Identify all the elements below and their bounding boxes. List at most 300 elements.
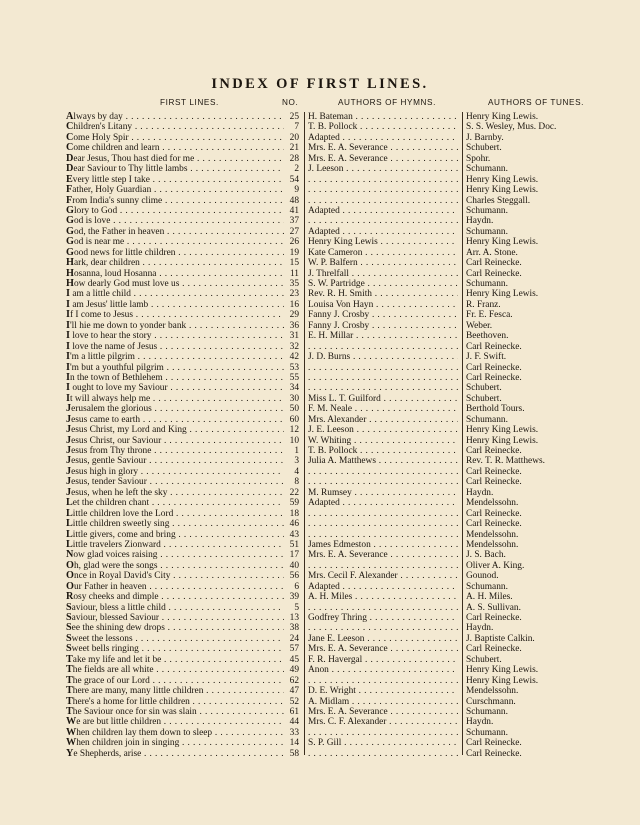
hymn-author xyxy=(308,509,458,519)
first-line xyxy=(66,571,284,581)
hymn-number: 44 xyxy=(289,717,299,728)
table-row xyxy=(0,394,640,404)
first-line xyxy=(66,477,284,487)
hymn-author xyxy=(308,216,458,226)
first-line xyxy=(66,592,284,602)
tune-author: J. F. Swift. xyxy=(466,352,507,363)
first-line-text: esus came to earth xyxy=(71,414,141,425)
hymn-author xyxy=(308,373,458,383)
first-line xyxy=(66,623,284,633)
first-line xyxy=(66,248,284,258)
tune-author: A. H. Miles. xyxy=(466,592,513,603)
hymn-number: 10 xyxy=(289,435,299,446)
hymn-author xyxy=(308,436,458,446)
first-line-initial: J xyxy=(66,456,72,467)
first-line-initial: G xyxy=(66,216,74,227)
first-line xyxy=(66,665,284,675)
tune-author: Schubert. xyxy=(466,383,502,394)
first-line-initial: S xyxy=(66,613,72,623)
first-line xyxy=(66,310,284,320)
hymn-number: 46 xyxy=(289,519,299,530)
hymn-author xyxy=(308,300,458,310)
hymn-number: 31 xyxy=(289,331,299,342)
first-line-text: ittle children sweetly sing xyxy=(72,519,170,530)
hymn-number: 12 xyxy=(289,425,299,436)
first-line-initial: N xyxy=(66,550,74,561)
tune-author: Carl Reinecke. xyxy=(466,477,522,488)
first-line xyxy=(66,331,284,341)
first-line xyxy=(66,143,284,153)
first-line-initial: I xyxy=(66,362,70,373)
first-line xyxy=(66,582,284,592)
table-row xyxy=(0,289,640,299)
tune-author: Henry King Lewis. xyxy=(466,675,539,686)
first-line xyxy=(66,550,284,560)
hymn-number: 25 xyxy=(289,112,299,122)
hymn-author xyxy=(308,550,458,560)
first-line-initial: J xyxy=(66,414,72,425)
first-line-initial: T xyxy=(66,686,73,697)
table-row xyxy=(0,665,640,675)
tune-author: Schubert. xyxy=(466,393,502,404)
first-line-initial: A xyxy=(66,112,74,122)
first-line xyxy=(66,613,284,623)
hymn-number: 23 xyxy=(289,289,299,300)
hymn-author-text: Fanny J. Crosby xyxy=(308,310,370,321)
hymn-author xyxy=(308,749,458,759)
first-line xyxy=(66,519,284,529)
hymn-author xyxy=(308,331,458,341)
table-row xyxy=(0,519,640,529)
first-line-text: lways by day xyxy=(73,112,123,122)
first-line xyxy=(66,446,284,456)
hymn-author xyxy=(308,738,458,748)
table-row xyxy=(0,227,640,237)
first-line-initial: C xyxy=(66,132,74,143)
hymn-number: 6 xyxy=(294,581,299,592)
tune-author: Henry King Lewis. xyxy=(466,665,539,676)
hymn-author xyxy=(308,477,458,487)
table-row xyxy=(0,154,640,164)
hymn-author-text: E. H. Millar xyxy=(308,331,354,342)
tune-author: Mendelssohn. xyxy=(466,529,519,540)
first-line xyxy=(66,394,284,404)
tune-author: Carl Reinecke. xyxy=(466,738,522,749)
table-row xyxy=(0,206,640,216)
tune-author: Schubert. xyxy=(466,654,502,665)
table-row xyxy=(0,269,640,279)
hymn-author-text: Kate Cameron xyxy=(308,247,363,258)
table-row xyxy=(0,467,640,477)
first-line-initial: I xyxy=(66,331,70,342)
first-line xyxy=(66,676,284,686)
tune-author: Carl Reinecke. xyxy=(466,268,522,279)
hymn-author-text: Julia A. Matthews xyxy=(308,456,376,467)
first-line xyxy=(66,133,284,143)
first-line xyxy=(66,269,284,279)
hymn-author-text: Mrs. C. F. Alexander xyxy=(308,717,387,728)
hymn-number: 27 xyxy=(289,226,299,237)
first-line xyxy=(66,227,284,237)
hymn-author xyxy=(308,665,458,675)
hymn-author-text: A. Midlam xyxy=(308,696,350,707)
tune-author: Henry King Lewis. xyxy=(466,289,539,300)
hymn-author xyxy=(308,133,458,143)
hymn-author xyxy=(308,185,458,195)
hymn-number: 37 xyxy=(289,216,299,227)
hymn-number: 40 xyxy=(289,560,299,571)
tune-author: Schumann. xyxy=(466,279,508,289)
hymn-author xyxy=(308,613,458,623)
hymn-author-text: S. W. Partridge xyxy=(308,279,365,289)
first-line-text: lory to God xyxy=(73,205,118,216)
hymn-number: 60 xyxy=(289,414,299,425)
tune-author: J. Barnby. xyxy=(466,132,504,143)
tune-author: Curschmann. xyxy=(466,696,516,707)
first-line-initial: L xyxy=(66,539,73,550)
tune-author: Schubert. xyxy=(466,143,502,154)
first-line-initial: T xyxy=(66,675,73,686)
hymn-author xyxy=(308,488,458,498)
hymn-author-text: James Edmeston xyxy=(308,539,371,550)
table-row xyxy=(0,321,640,331)
hymn-number: 51 xyxy=(289,539,299,550)
table-row xyxy=(0,237,640,247)
tune-author: Haydn. xyxy=(466,487,494,498)
hymn-number: 39 xyxy=(289,592,299,603)
first-line-initial: T xyxy=(66,665,73,676)
first-line-initial: D xyxy=(66,153,74,164)
hymn-author xyxy=(308,248,458,258)
hymn-author-text: Mrs. E. A. Severance xyxy=(308,706,388,717)
table-row xyxy=(0,342,640,352)
table-row xyxy=(0,644,640,654)
tune-author: Carl Reinecke. xyxy=(466,644,522,655)
first-line-text: ear Jesus, Thou hast died for me xyxy=(73,153,195,164)
first-line xyxy=(66,717,284,727)
hymn-author xyxy=(308,717,458,727)
first-line-text: he Saviour once for sin was slain xyxy=(72,706,197,717)
first-line-initial: C xyxy=(66,122,74,133)
hymn-author xyxy=(308,655,458,665)
first-line-text: esus, when he left the sky xyxy=(71,487,168,498)
hymn-number: 19 xyxy=(289,247,299,258)
table-row xyxy=(0,216,640,226)
first-line-text: aviour, blessed Saviour xyxy=(71,613,160,623)
first-line-text: 'm a little pilgrim xyxy=(69,352,135,363)
first-line xyxy=(66,279,284,289)
hymn-author-text: T. B. Pollock xyxy=(308,122,358,133)
first-line-text: od is love xyxy=(73,216,111,227)
first-line-text: od is near me xyxy=(73,237,125,248)
hymn-number: 61 xyxy=(289,706,299,717)
hymn-number: 16 xyxy=(289,299,299,310)
first-line-initial: T xyxy=(66,706,73,717)
hymn-author xyxy=(308,258,458,268)
tune-author: S. S. Wesley, Mus. Doc. xyxy=(466,122,557,133)
first-line-initial: I xyxy=(66,310,70,321)
tune-author: Henry King Lewis. xyxy=(466,435,539,446)
first-line-initial: J xyxy=(66,435,72,446)
first-line-text: ear Saviour to Thy little lambs xyxy=(73,164,188,175)
header-first-lines: FIRST LINES. xyxy=(160,98,219,107)
first-line xyxy=(66,488,284,498)
first-line xyxy=(66,216,284,226)
hymn-author-text: Miss L. T. Guilford xyxy=(308,393,381,404)
first-line-initial: L xyxy=(66,519,73,530)
hymn-author xyxy=(308,686,458,696)
first-line-text: ood news for little children xyxy=(73,247,176,258)
first-line-initial: F xyxy=(66,185,73,196)
table-row xyxy=(0,185,640,195)
hymn-author xyxy=(308,707,458,717)
tune-author: Haydn. xyxy=(466,623,494,634)
first-line xyxy=(66,655,284,665)
table-row xyxy=(0,623,640,633)
hymn-number: 26 xyxy=(289,237,299,248)
first-line-initial: S xyxy=(66,644,72,655)
hymn-author-text: T. B. Pollock xyxy=(308,446,358,456)
hymn-author xyxy=(308,530,458,540)
first-line xyxy=(66,561,284,571)
hymn-author xyxy=(308,143,458,153)
hymn-number: 42 xyxy=(289,352,299,363)
first-line-text: osanna, loud Hosanna xyxy=(73,268,157,279)
hymn-author-text: A. H. Miles xyxy=(308,592,353,603)
hymn-number: 9 xyxy=(294,185,299,196)
first-line-text: erusalem the glorious xyxy=(71,404,152,415)
table-row xyxy=(0,248,640,258)
table-row xyxy=(0,634,640,644)
first-line xyxy=(66,509,284,519)
hymn-author-text: Anon xyxy=(308,665,329,676)
tune-author: Haydn. xyxy=(466,216,494,227)
first-line-text: am a little child xyxy=(69,289,131,300)
hymn-author-text: J. Threlfall xyxy=(308,268,349,279)
table-row xyxy=(0,749,640,759)
tune-author: Carl Reinecke. xyxy=(466,446,522,456)
hymn-author-text: D. E. Wright xyxy=(308,686,356,697)
hymn-number: 30 xyxy=(289,393,299,404)
hymn-number: 35 xyxy=(289,279,299,289)
first-line-text: rom India's sunny clime xyxy=(72,195,163,206)
first-line-text: ur Father in heaven xyxy=(73,581,147,592)
hymn-number: 50 xyxy=(289,404,299,415)
table-row xyxy=(0,509,640,519)
hymn-author xyxy=(308,289,458,299)
hymn-author-text: F. M. Neale xyxy=(308,404,353,415)
hymn-author xyxy=(308,467,458,477)
first-line-text: here's a home for little children xyxy=(72,696,190,707)
hymn-number: 2 xyxy=(294,164,299,175)
first-line-text: weet bells ringing xyxy=(71,644,139,655)
table-row xyxy=(0,686,640,696)
first-line-text: ittle children love the Lord xyxy=(72,508,174,519)
first-line-initial: I xyxy=(66,341,70,352)
first-line-text: esus, tender Saviour xyxy=(71,477,147,488)
first-line xyxy=(66,404,284,414)
table-row xyxy=(0,498,640,508)
hymn-number: 29 xyxy=(289,310,299,321)
first-line-text: he fields are all white xyxy=(72,665,154,676)
first-line-text: esus Christ, our Saviour xyxy=(71,435,162,446)
tune-author: Henry King Lewis. xyxy=(466,112,539,122)
first-line-text: aviour, bless a little child xyxy=(71,602,166,613)
table-row xyxy=(0,540,640,550)
first-line-text: esus high in glory xyxy=(71,466,139,477)
hymn-number: 24 xyxy=(289,633,299,644)
first-line-initial: J xyxy=(66,477,72,488)
tune-author: Beethoven. xyxy=(466,331,509,342)
hymn-author xyxy=(308,425,458,435)
first-line xyxy=(66,363,284,373)
hymn-author-text: Henry King Lewis xyxy=(308,237,378,248)
table-row xyxy=(0,310,640,320)
first-line xyxy=(66,425,284,435)
first-line xyxy=(66,289,284,299)
hymn-number: 56 xyxy=(289,571,299,582)
hymn-number: 14 xyxy=(289,738,299,749)
tune-author: Weber. xyxy=(466,320,493,331)
first-line xyxy=(66,122,284,132)
tune-author: Mendelssohn. xyxy=(466,686,519,697)
first-line-initial: S xyxy=(66,633,72,644)
tune-author: Carl Reinecke. xyxy=(466,613,522,623)
hymn-author xyxy=(308,321,458,331)
first-line xyxy=(66,383,284,393)
tune-author: Gounod. xyxy=(466,571,499,582)
hymn-number: 11 xyxy=(289,268,299,279)
table-row xyxy=(0,331,640,341)
hymn-author-text: Mrs. Cecil F. Alexander xyxy=(308,571,398,582)
first-line-text: 'll hie me down to yonder bank xyxy=(69,320,187,331)
table-row xyxy=(0,697,640,707)
hymn-author-text: Mrs. Alexander xyxy=(308,414,367,425)
hymn-number: 48 xyxy=(289,195,299,206)
first-line-initial: R xyxy=(66,592,74,603)
hymn-author xyxy=(308,446,458,456)
tune-author: Carl Reinecke. xyxy=(466,748,522,759)
table-row xyxy=(0,436,640,446)
first-line xyxy=(66,456,284,466)
hymn-author xyxy=(308,561,458,571)
hymn-author-text: Adapted xyxy=(308,132,340,143)
first-line xyxy=(66,196,284,206)
tune-author: Berthold Tours. xyxy=(466,404,525,415)
tune-author: Arr. A. Stone. xyxy=(466,247,518,258)
tune-author: Carl Reinecke. xyxy=(466,508,522,519)
first-line xyxy=(66,530,284,540)
first-line-text: f I come to Jesus xyxy=(69,310,133,321)
hymn-author xyxy=(308,728,458,738)
hymn-number: 54 xyxy=(289,174,299,185)
hymn-author xyxy=(308,206,458,216)
hymn-number: 57 xyxy=(289,644,299,655)
tune-author: Schumann. xyxy=(466,226,508,237)
hymn-author xyxy=(308,269,458,279)
tune-author: Henry King Lewis. xyxy=(466,237,539,248)
hymn-author xyxy=(308,196,458,206)
table-row xyxy=(0,352,640,362)
first-line xyxy=(66,498,284,508)
table-row xyxy=(0,425,640,435)
tune-author: Schumann. xyxy=(466,205,508,216)
table-row xyxy=(0,550,640,560)
tune-author: Carl Reinecke. xyxy=(466,258,522,269)
first-line-text: e Shepherds, arise xyxy=(73,748,142,759)
hymn-author-text: Fanny J. Crosby xyxy=(308,320,370,331)
first-line xyxy=(66,707,284,717)
hymn-author xyxy=(308,603,458,613)
table-row xyxy=(0,122,640,132)
tune-author: A. S. Sullivan. xyxy=(466,602,521,613)
first-line xyxy=(66,154,284,164)
hymn-number: 34 xyxy=(289,383,299,394)
first-line-text: esus Christ, my Lord and King xyxy=(71,425,187,436)
hymn-number: 1 xyxy=(294,446,299,456)
hymn-author xyxy=(308,352,458,362)
hymn-number: 13 xyxy=(289,613,299,623)
tune-author: Oliver A. King. xyxy=(466,560,525,571)
first-line-initial: I xyxy=(66,372,70,383)
table-row xyxy=(0,143,640,153)
table-row xyxy=(0,112,640,122)
first-line xyxy=(66,112,284,122)
page-title: INDEX OF FIRST LINES. xyxy=(211,76,429,92)
first-line-text: e are but little children xyxy=(76,717,162,728)
table-row xyxy=(0,363,640,373)
first-line-initial: I xyxy=(66,352,70,363)
tune-author: Carl Reinecke. xyxy=(466,341,522,352)
first-line xyxy=(66,634,284,644)
table-row xyxy=(0,133,640,143)
first-line-initial: I xyxy=(66,393,70,404)
table-row xyxy=(0,582,640,592)
first-line-initial: I xyxy=(66,383,70,394)
hymn-number: 62 xyxy=(289,675,299,686)
table-row xyxy=(0,404,640,414)
hymn-number: 43 xyxy=(289,529,299,540)
hymn-author-text: Mrs. E. A. Severance xyxy=(308,153,388,164)
first-line-text: hen children lay them down to sleep xyxy=(76,727,213,738)
first-line-initial: H xyxy=(66,279,74,289)
first-line-initial: S xyxy=(66,602,72,613)
hymn-author xyxy=(308,676,458,686)
first-line-initial: L xyxy=(66,508,73,519)
hymn-author-text: S. P. Gill xyxy=(308,738,342,749)
table-row xyxy=(0,196,640,206)
hymn-author-text: Godfrey Thring xyxy=(308,613,367,623)
first-line xyxy=(66,164,284,174)
first-line-text: ee the shining dew drops xyxy=(71,623,165,634)
hymn-author xyxy=(308,571,458,581)
hymn-author-text: J. D. Burns xyxy=(308,352,351,363)
hymn-number: 45 xyxy=(289,654,299,665)
first-line xyxy=(66,603,284,613)
first-line-initial: J xyxy=(66,487,72,498)
first-line-initial: I xyxy=(66,289,70,300)
first-line-text: et the children chant xyxy=(72,498,150,509)
table-row xyxy=(0,477,640,487)
hymn-author-text: Louisa Von Hayn xyxy=(308,299,374,310)
hymn-number: 49 xyxy=(289,665,299,676)
hymn-author xyxy=(308,227,458,237)
hymn-number: 58 xyxy=(289,748,299,759)
hymn-author xyxy=(308,310,458,320)
hymn-author-text: Mrs. E. A. Severance xyxy=(308,143,388,154)
first-line-text: very little step I take xyxy=(72,174,150,185)
first-line-initial: J xyxy=(66,446,72,456)
